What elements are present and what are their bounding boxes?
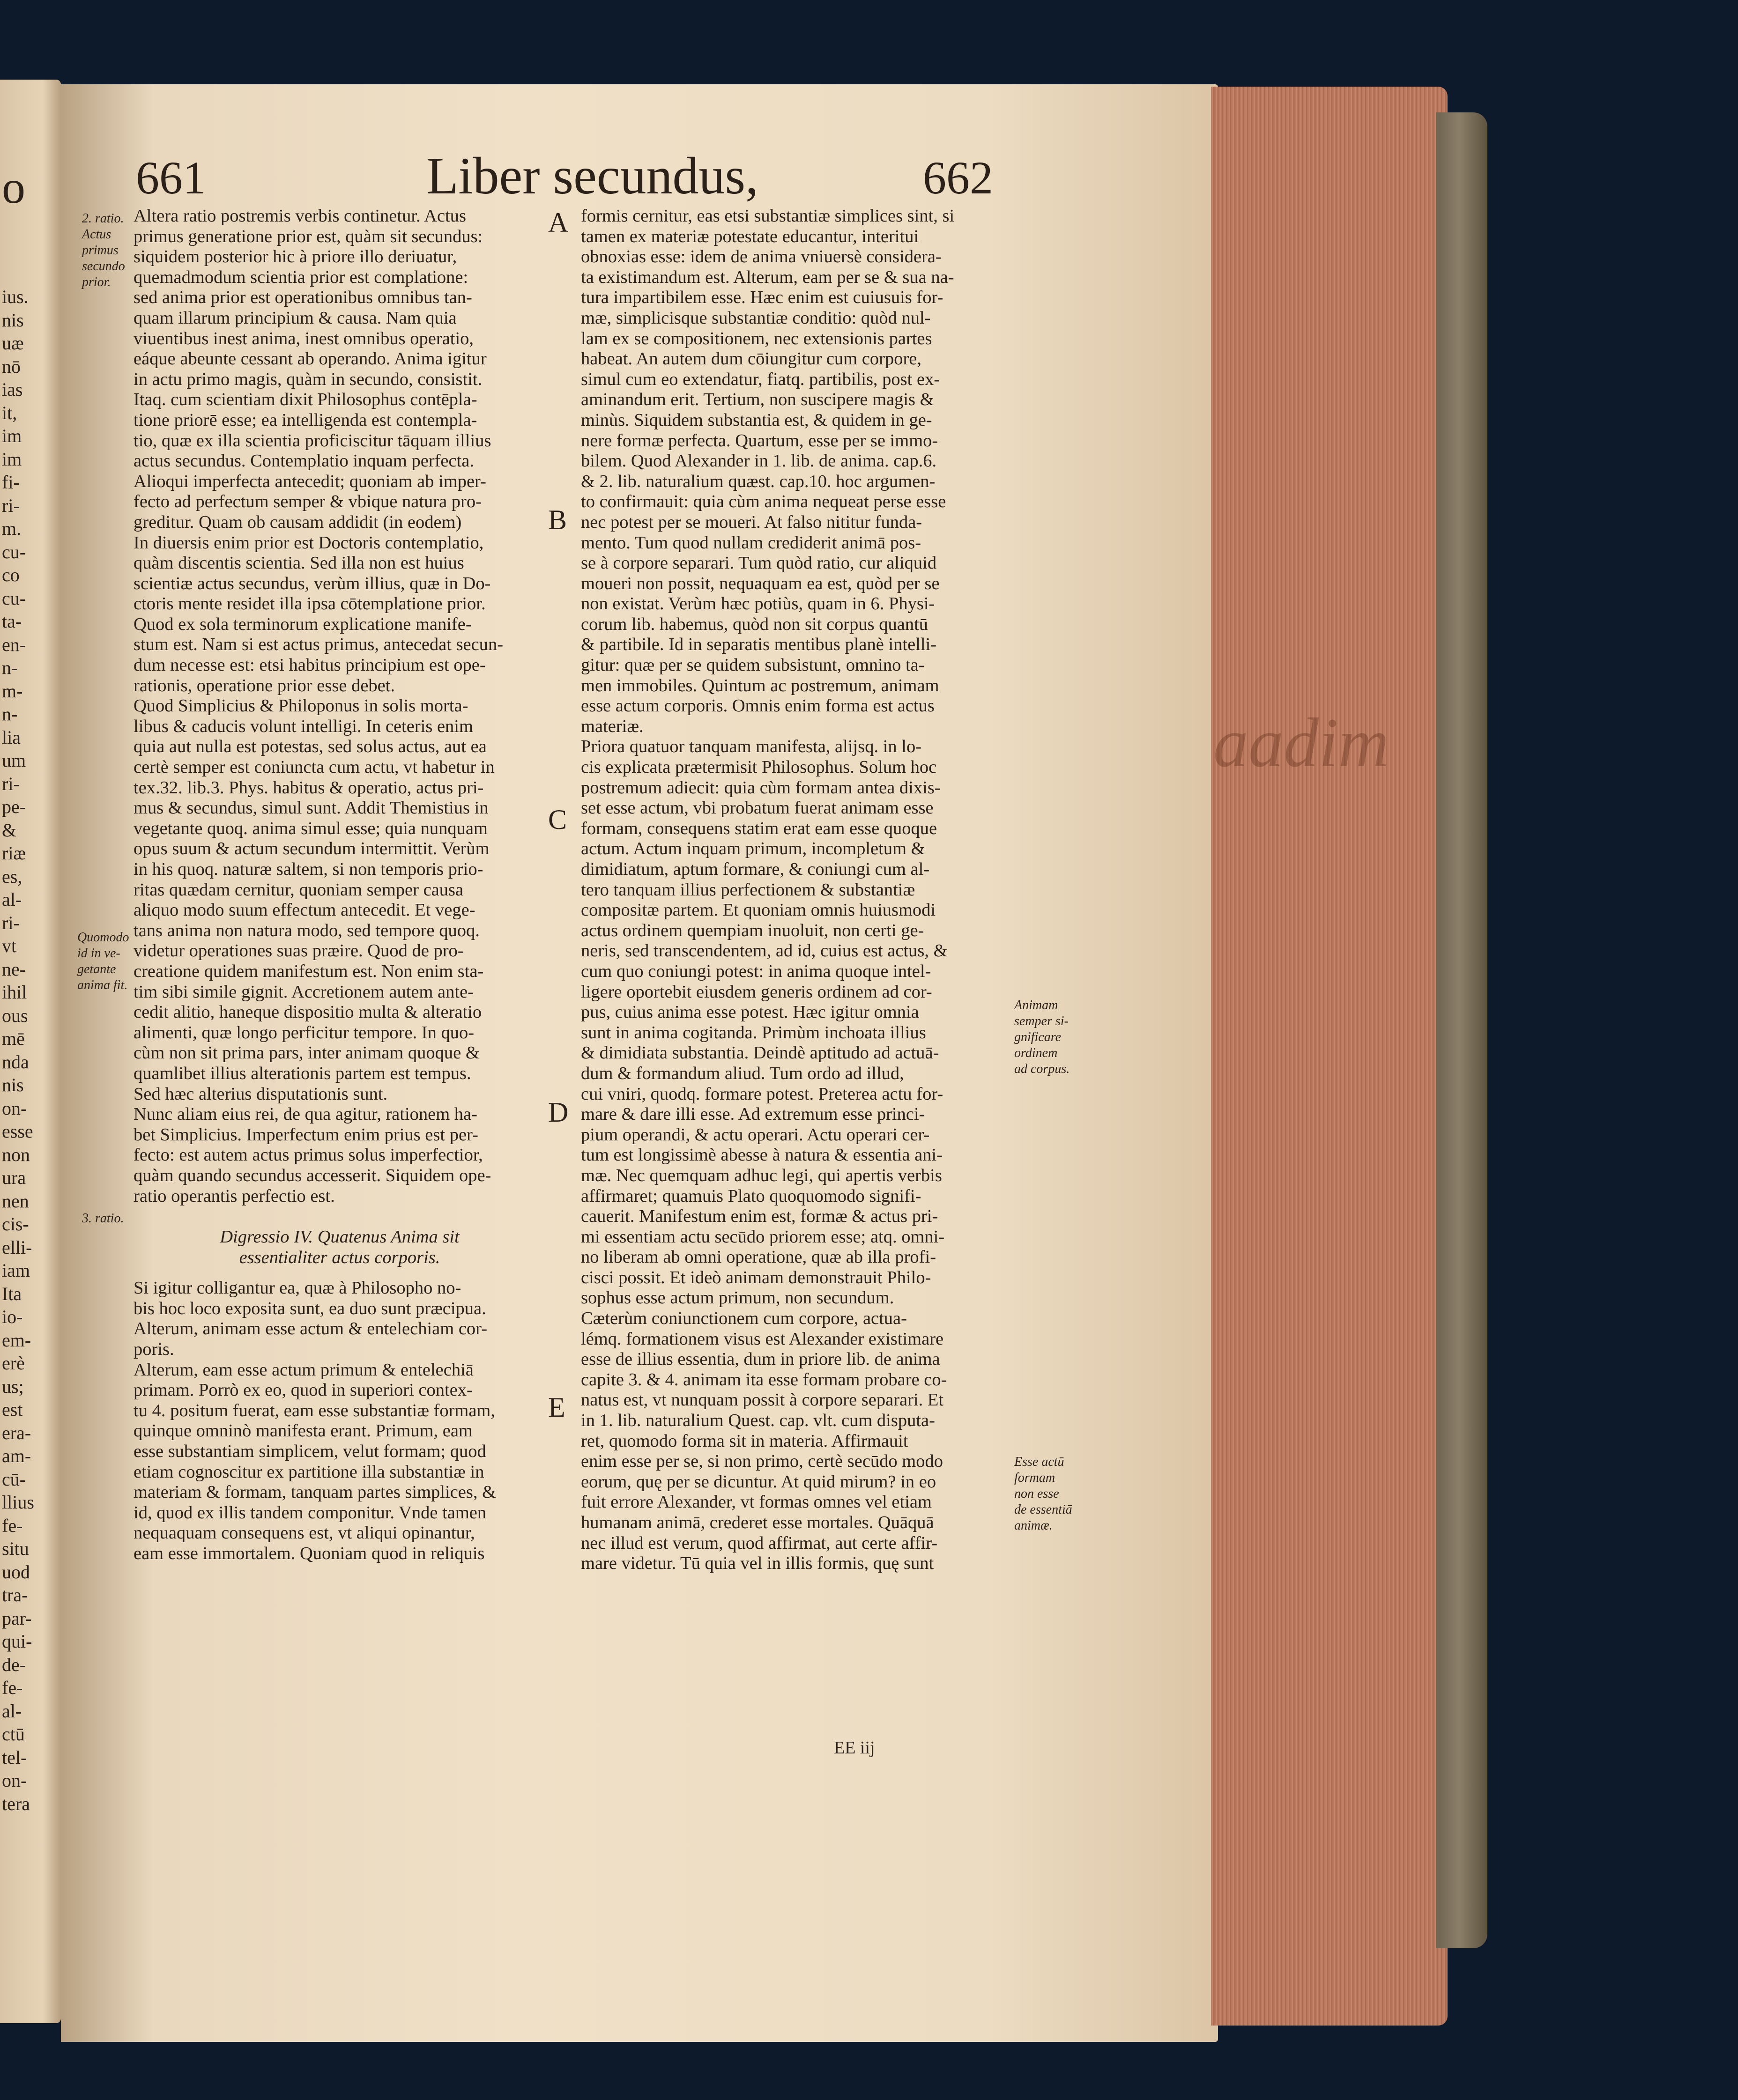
margin-note-line: animæ. <box>1014 1518 1053 1533</box>
text-line: Nunc aliam eius rei, de qua agitur, rationem ha- <box>134 1104 477 1124</box>
text-line: Sed hæc alterius disputationis sunt. <box>134 1084 388 1104</box>
left-page-fragment: ias <box>2 379 23 400</box>
text-line: aliquo modo suum effectum antecedit. Et vege- <box>134 900 475 920</box>
left-page-fragment: par- <box>2 1607 32 1629</box>
text-line: In diuersis enim prior est Doctoris contemplatio, <box>134 532 484 553</box>
left-page-fragment: ous <box>2 1005 28 1026</box>
left-page-fragment: n- <box>2 703 18 725</box>
text-line: sophus esse actum primum, non secundum. <box>581 1288 894 1308</box>
left-page-fragment: & <box>2 819 17 841</box>
text-line: ratio operantis perfectio est. <box>134 1186 335 1206</box>
text-line: opus suum & actum secundum intermittit. Verùm <box>134 839 490 859</box>
margin-note-right-1 <box>1014 998 1089 1077</box>
text-line: to confirmauit: quia cùm anima nequeat perse esse <box>581 492 946 512</box>
signature-mark: EE iij <box>834 1738 875 1758</box>
text-line: quam illarum principium & causa. Nam quia <box>134 308 457 328</box>
text-line: nere formæ perfecta. Quartum, esse per se immo- <box>581 430 938 451</box>
left-page-fragment: en- <box>2 634 26 655</box>
text-line: actum. Actum inquam primum, incompletum & <box>581 839 925 859</box>
right-folio: 662 <box>923 152 993 204</box>
text-line: set esse actum, vbi probatum fuerat animam esse <box>581 798 934 818</box>
margin-note-line: ordinem <box>1014 1046 1058 1060</box>
text-line: eam esse immortalem. Quoniam quod in reliquis <box>134 1544 485 1563</box>
text-line: Cæterùm coniunctionem cum corpore, actua- <box>581 1309 907 1329</box>
margin-note-left-3 <box>82 1211 134 1227</box>
text-line: etiam cognoscitur ex partitione illa substantiæ in <box>134 1462 484 1482</box>
left-page-fragment: de- <box>2 1654 26 1675</box>
text-line: non existat. Verùm hæc potiùs, quam in 6. Physi- <box>581 594 935 614</box>
left-page-fragment: est <box>2 1399 23 1420</box>
text-line: quàm quando secundus accesserit. Siquidem ope- <box>134 1165 491 1185</box>
text-line: ctoris mente residet illa ipsa cōtemplatione prior. <box>134 594 486 614</box>
margin-note-line: 3. ratio. <box>82 1211 124 1226</box>
text-line: tum est longissimè abesse à natura & essentia ani- <box>581 1145 943 1165</box>
book-fore-edge <box>1211 87 1448 2026</box>
text-line: natus est, vt nunquam possit à corpore separari. Et <box>581 1390 944 1410</box>
text-line: materiam & formam, tanquam partes simplices, & <box>134 1482 497 1502</box>
text-line: primus generatione prior est, quàm sit secundus: <box>134 226 483 246</box>
text-line: ligere oportebit eiusdem generis ordinem ad cor- <box>581 982 932 1002</box>
text-line: rationis, operatione prior esse debet. <box>134 675 395 695</box>
text-line: obnoxias esse: idem de anima vniuersè considera- <box>581 247 942 267</box>
left-page-fragment: es, <box>2 865 22 887</box>
text-line: sunt in anima cogitanda. Primùm inchoata illius <box>581 1022 926 1043</box>
text-line: eorum, quę per se dicuntur. At quid mirum? in eo <box>581 1471 936 1492</box>
text-line: tex.32. lib.3. Phys. habitus & operatio, actus pri- <box>134 777 484 798</box>
text-line: vegetante quoq. anima simul esse; quia nunquam <box>134 818 488 838</box>
margin-note-line: formam <box>1014 1471 1055 1485</box>
left-page-fragment: nis <box>2 1074 24 1095</box>
text-line: greditur. Quam ob causam addidit (in eodem) <box>134 512 462 532</box>
margin-note-line: Actus <box>82 227 111 242</box>
right-column <box>581 206 1003 1574</box>
left-page-fragment: n- <box>2 657 18 678</box>
text-line: mæ, simplicisque substantiæ conditio: quòd nul- <box>581 308 931 328</box>
text-line: stum est. Nam si est actus primus, antecedat secun- <box>134 635 504 655</box>
text-line: esse actum corporis. Omnis enim forma est actus <box>581 696 935 716</box>
left-page-fragment: am- <box>2 1445 31 1466</box>
left-page-fragment: im <box>2 425 22 446</box>
text-line: esse de illius essentia, dum in priore lib. de anima <box>581 1349 940 1369</box>
text-line: scientiæ actus secundus, verùm illius, quæ in Do- <box>134 573 491 593</box>
left-page-fragment: um <box>2 750 26 771</box>
left-page-fragment: non <box>2 1144 30 1165</box>
book-cover <box>1436 112 1487 1948</box>
left-page-fragment: on- <box>2 1770 27 1791</box>
text-line: quia aut nulla est potestas, sed solus actus, aut ea <box>134 737 487 757</box>
text-line: cisci possit. Et ideò animam demonstrauit Philo- <box>581 1267 931 1287</box>
margin-note-line: primus <box>82 243 119 258</box>
left-page-fragment: uæ <box>2 333 24 354</box>
text-line: nequaquam consequens est, vt aliqui opinantur, <box>134 1523 475 1543</box>
left-page-fragment: ihil <box>2 982 27 1003</box>
text-line: Altera ratio postremis verbis continetur. Actus <box>134 206 466 226</box>
text-line: mæ. Nec quemquam adhuc legi, qui apertis verbis <box>581 1165 942 1185</box>
text-line: actus ordinem quempiam inuoluit, non certi ge- <box>581 920 924 940</box>
text-line: Quod ex sola terminorum explicatione manife- <box>134 614 472 634</box>
left-page-fragment: nis <box>2 309 24 331</box>
left-page-fragment: esse <box>2 1121 33 1142</box>
left-page-fragment: pe- <box>2 796 26 817</box>
left-page-edge <box>0 80 61 2023</box>
section-letter-d: D <box>548 1097 569 1128</box>
left-page-fragment: us; <box>2 1375 24 1397</box>
left-page-fragment: ta- <box>2 611 22 632</box>
text-line: corum lib. habemus, quòd non sit corpus quantū <box>581 614 928 634</box>
text-line: se à corpore separari. Tum quòd ratio, cur aliquid <box>581 553 937 573</box>
left-page-fragment: lia <box>2 726 21 748</box>
text-line: cùm non sit prima pars, inter animam quoque & <box>134 1043 480 1063</box>
left-page-fragment: nen <box>2 1190 29 1212</box>
left-folio: 661 <box>136 152 206 204</box>
text-line: mare & dare illi esse. Ad extremum esse princi- <box>581 1104 925 1124</box>
margin-note-line: non esse <box>1014 1486 1059 1501</box>
left-page-fragment: cu- <box>2 587 26 609</box>
text-line: & dimidiata substantia. Deindè aptitudo ad actuā- <box>581 1043 939 1063</box>
text-line: ritas quædam cernitur, quoniam semper causa <box>134 880 464 900</box>
text-line: quinque omninò manifesta erant. Primum, eam <box>134 1421 473 1441</box>
left-page-fragment: tel- <box>2 1746 27 1768</box>
text-line: tura impartibilem esse. Hæc enim est cuiusuis for- <box>581 288 943 308</box>
text-line: cedit alitio, haneque dispositio multa & alteratio <box>134 1002 482 1022</box>
left-page-fragment: co <box>2 564 20 585</box>
margin-note-line: ad corpus. <box>1014 1062 1070 1076</box>
text-line: in 1. lib. naturalium Quest. cap. vlt. cum disputa- <box>581 1411 935 1431</box>
margin-note-line: prior. <box>82 275 111 289</box>
text-line: dimidiatum, aptum formare, & coniungi cum al- <box>581 859 930 879</box>
text-line: neris, sed transcendentem, ad id, cuius est actus, & <box>581 941 948 961</box>
text-line: fecto ad perfectum semper & vbique natura pro- <box>134 492 482 512</box>
left-page-fragment: mē <box>2 1028 25 1049</box>
text-line: Itaq. cum scientiam dixit Philosophus contēpla- <box>134 390 477 410</box>
text-line: actus secundus. Contemplatio inquam perfecta. <box>134 451 475 471</box>
text-line: enim esse per se, si non primo, certè secūdo modo <box>581 1451 943 1471</box>
text-line: viuentibus inest anima, inest omnibus operatio, <box>134 328 474 348</box>
text-line: mus & secundus, simul sunt. Addit Themistius in <box>134 798 489 818</box>
margin-note-line: de essentiā <box>1014 1502 1072 1517</box>
text-line: cum quo coniungi potest: in anima quoque intel- <box>581 961 931 981</box>
left-page-fragment: m. <box>2 518 22 539</box>
left-page-fragment: al- <box>2 1700 22 1722</box>
text-line: bilem. Quod Alexander in 1. lib. de anima. cap.6. <box>581 451 937 471</box>
left-page-fragment: ri- <box>2 912 20 933</box>
text-line: ret, quomodo forma sit in materia. Affirmauit <box>581 1431 908 1451</box>
left-page-fragment: em- <box>2 1329 31 1351</box>
text-line: ta existimandum est. Alterum, eam per se & sua na- <box>581 267 954 287</box>
margin-note-line: id in ve- <box>77 946 120 961</box>
left-page-fragment: fe- <box>2 1677 23 1698</box>
text-line: simul cum eo extendatur, fiatq. partibilis, post ex- <box>581 369 940 389</box>
text-line: materiæ. <box>581 716 644 736</box>
text-line: quemadmodum scientia prior est complatione: <box>134 267 468 287</box>
text-line: Si igitur colligantur ea, quæ à Philosopho no- <box>134 1278 461 1298</box>
text-line: id, quod ex illis tandem componitur. Vnde tamen <box>134 1502 487 1523</box>
text-line: fecto: est autem actus primus solus imperfectior, <box>134 1145 483 1165</box>
text-line: Alterum, eam esse actum primum & entelechiā <box>134 1360 474 1380</box>
left-page-fragment: al- <box>2 889 22 910</box>
text-line: siquidem posterior hic à priore illo deriuatur, <box>134 247 457 267</box>
left-page-fragment: im <box>2 448 22 470</box>
text-line: minùs. Siquidem substantia est, & quidem in ge- <box>581 410 932 430</box>
margin-note-right-2 <box>1014 1454 1089 1534</box>
left-page-fragment: ura <box>2 1167 26 1188</box>
text-line: creatione quidem manifestum est. Non enim sta- <box>134 961 484 981</box>
left-page-fragment: fi- <box>2 472 20 493</box>
margin-note-line: anima fit. <box>77 978 128 992</box>
margin-note-left-2 <box>77 930 131 993</box>
margin-note-left-1 <box>82 211 134 290</box>
paragraph-gap <box>134 1268 546 1278</box>
margin-note-line: getante <box>77 962 116 976</box>
left-page-fragment: cu- <box>2 541 26 562</box>
text-line: no liberam ab omni operatione, quæ ab illa profi- <box>581 1247 936 1267</box>
left-page-fragment: m- <box>2 680 23 702</box>
text-line: bet Simplicius. Imperfectum enim prius est per- <box>134 1124 478 1145</box>
text-line: nec potest per se moueri. At falso nititur funda- <box>581 512 922 532</box>
left-page-fragment: erè <box>2 1353 25 1374</box>
left-page-fragment: on- <box>2 1097 27 1119</box>
page-stamp: aadim <box>1213 704 1389 782</box>
text-line: humanam animā, crederet esse mortales. Quāquā <box>581 1513 934 1532</box>
text-line: tans anima non natura modo, sed tempore quoq. <box>134 920 480 940</box>
text-line: men immobiles. Quintum ac postremum, animam <box>581 675 939 695</box>
text-line: habeat. An autem dum cōiungitur cum corpore, <box>581 349 922 369</box>
text-line: pus, cuius anima esse potest. Hæc igitur omnia <box>581 1002 919 1022</box>
margin-note-line: gnificare <box>1014 1030 1062 1044</box>
text-line: quàm discentis scientia. Sed illa non est huius <box>134 553 464 573</box>
text-line: bis hoc loco exposita sunt, ea duo sunt præcipua. <box>134 1298 486 1318</box>
left-page-fragment: era- <box>2 1422 31 1443</box>
text-line: cui vniri, quodq. formare potest. Preterea actu for- <box>581 1084 943 1104</box>
text-line: Alterum, animam esse actum & entelechiam cor- <box>134 1319 488 1339</box>
text-line: tamen ex materiæ potestate educantur, interitui <box>581 226 919 246</box>
text-line: formis cernitur, eas etsi substantiæ simplices sint, si <box>581 206 955 226</box>
text-line: tione priorē esse; ea intelligenda est contempla- <box>134 410 477 430</box>
text-line: videtur operationes suas præire. Quod de pro- <box>134 941 464 961</box>
margin-note-line: Animam <box>1014 998 1058 1013</box>
left-page-fragment: nda <box>2 1051 29 1072</box>
text-line: primam. Porrò ex eo, quod in superiori contex- <box>134 1380 473 1400</box>
left-page-fragment: uod <box>2 1561 30 1582</box>
text-line: Quod Simplicius & Philoponus in solis morta- <box>134 696 468 716</box>
text-line: sed anima prior est operationibus omnibus tan- <box>134 288 472 308</box>
text-line: mare videtur. Tū quia vel in illis formis, quę sunt <box>581 1553 934 1574</box>
left-page-fragment: iam <box>2 1260 30 1281</box>
left-page-fragment: ri- <box>2 495 20 516</box>
left-page-fragment: llius <box>2 1492 34 1513</box>
text-line: compositæ partem. Et quoniam omnis huiusmodi <box>581 900 936 920</box>
section-letter-b: B <box>548 504 567 535</box>
text-line: alimenti, quæ longo perficitur tempore. In quo- <box>134 1022 475 1043</box>
left-page-fragment: situ <box>2 1538 29 1559</box>
margin-note-line: Esse actū <box>1014 1455 1064 1469</box>
left-column <box>134 206 546 1564</box>
text-line: libus & caducis volunt intelligi. In ceteris enim <box>134 716 473 736</box>
left-page-fragment: cis- <box>2 1213 29 1235</box>
left-page-fragment: it, <box>2 402 17 423</box>
paragraph-gap <box>134 1217 546 1227</box>
left-page-fragment: nō <box>2 355 21 377</box>
section-letter-e: E <box>548 1392 565 1423</box>
left-page-fragment: elli- <box>2 1236 32 1258</box>
margin-note-line: Quomodo <box>77 930 129 945</box>
left-page-fragment: tera <box>2 1793 30 1814</box>
text-line: tio, quæ ex illa scientia proficiscitur tāquam illius <box>134 430 491 451</box>
left-page-fragment: ri- <box>2 773 20 794</box>
text-line: fuit errore Alexander, vt formas omnes vel etiam <box>581 1492 932 1512</box>
text-line: in actu primo magis, quàm in secundo, consistit. <box>134 369 483 389</box>
text-line: tu 4. positum fuerat, eam esse substantiæ formam, <box>134 1400 495 1420</box>
text-line: dum necesse est: etsi habitus principium est ope- <box>134 655 486 675</box>
text-line: affirmaret; quamuis Plato quoquomodo signifi- <box>581 1186 921 1206</box>
left-page-fragment: vt <box>2 935 17 956</box>
left-page-fragment: ius. <box>2 286 29 307</box>
text-line: Alioqui imperfecta antecedit; quoniam ab imper- <box>134 471 486 491</box>
section-letter-a: A <box>548 207 569 238</box>
text-line: essentialiter actus corporis. <box>239 1247 440 1267</box>
text-line: Priora quatuor tanquam manifesta, alijsq. in lo- <box>581 737 922 757</box>
text-line: quamlibet illius alterationis partem est tempus. <box>134 1063 471 1083</box>
left-page-fragment: io- <box>2 1306 23 1327</box>
left-page-fragment: qui- <box>2 1631 32 1652</box>
text-line: cis explicata prætermisit Philosophus. Solum hoc <box>581 757 937 777</box>
text-line: lémq. formationem visus est Alexander existimare <box>581 1329 944 1349</box>
text-line: & 2. lib. naturalium quæst. cap.10. hoc argumen- <box>581 471 936 491</box>
text-line: certè semper est coniuncta cum actu, vt habetur in <box>134 757 495 777</box>
text-line: Digressio IV. Quatenus Anima sit <box>220 1227 460 1247</box>
text-line: cauerit. Manifestum enim est, formæ & actus pri- <box>581 1206 938 1227</box>
margin-note-line: semper si- <box>1014 1014 1069 1028</box>
text-line: eáque abeunte cessant ab operando. Anima igitur <box>134 349 487 369</box>
text-line: moueri non possit, nequaquam ea est, quòd per se <box>581 573 940 593</box>
margin-note-line: secundo <box>82 259 125 274</box>
text-line: capite 3. & 4. animam ita esse formam probare co- <box>581 1369 947 1390</box>
text-line: mento. Tum quod nullam crediderit animā pos- <box>581 532 921 553</box>
text-line: poris. <box>134 1339 174 1360</box>
text-line: esse substantiam simplicem, velut formam; quod <box>134 1442 486 1462</box>
text-line: gitur: quæ per se quidem subsistunt, omnino ta- <box>581 655 925 675</box>
section-letter-c: C <box>548 804 567 835</box>
text-line: in his quoq. naturæ saltem, si non temporis prio- <box>134 859 483 879</box>
text-line: tim sibi simile gignit. Accretionem autem ante- <box>134 982 474 1002</box>
text-line: postremum adiecit: quia cùm formam antea dixis- <box>581 777 941 798</box>
left-page-fragment: tra- <box>2 1584 28 1605</box>
left-page-fragment: cū- <box>2 1468 26 1490</box>
text-line: lam ex se compositionem, nec extensionis partes <box>581 328 932 348</box>
page-title: Liber secundus, <box>426 147 759 205</box>
margin-note-line: 2. ratio. <box>82 211 124 226</box>
text-line: mi essentiam actu secūdo priorem esse; atq. omni- <box>581 1227 945 1247</box>
left-page-folio: o <box>2 161 25 213</box>
left-page-fragment: fe- <box>2 1515 23 1536</box>
left-page-fragment: riæ <box>2 843 26 864</box>
text-line: aminandum erit. Tertium, non suscipere magis & <box>581 390 934 410</box>
text-line: & partibile. Id in separatis mentibus planè intelli- <box>581 635 937 655</box>
text-line: nec illud est verum, quod affirmat, aut certe affir- <box>581 1533 938 1553</box>
left-page-fragment: ctū <box>2 1723 25 1745</box>
text-line: tero tanquam illius perfectionem & substantiæ <box>581 880 915 900</box>
left-page-fragment: ne- <box>2 958 26 980</box>
paragraph-gap <box>134 1206 546 1217</box>
text-line: pium operandi, & actu operari. Actu operari cer- <box>581 1124 930 1145</box>
left-page-fragment: Ita <box>2 1283 22 1304</box>
text-line: dum & formandum aliud. Tum ordo ad illud, <box>581 1063 904 1083</box>
text-line: formam, consequens statim erat eam esse quoque <box>581 818 937 838</box>
